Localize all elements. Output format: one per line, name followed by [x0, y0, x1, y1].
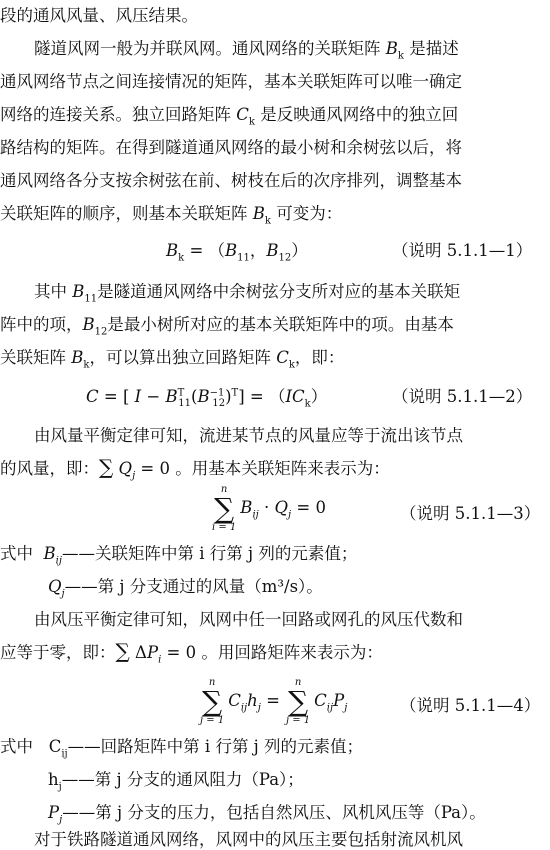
text-line: 关联矩阵 $B_k$，可以算出独立回路矩阵 $C_k$，即：	[0, 348, 345, 371]
text-line: 网络的连接关系。独立回路矩阵 $C_k$ 是反映通风网络中的独立回	[0, 105, 459, 128]
text-line: 的风量，即：∑ $Q_j = 0$ 。用基本关联矩阵来表示为：	[0, 455, 390, 482]
definition: 式中 $C_{ij}——$回路矩阵中第 i 行第 j 列的元素值；	[0, 737, 364, 760]
definition: $h_j——$第 j 分支的通风阻力（Pa）；	[48, 770, 304, 793]
equation-1: $B_k = (B_{11}$，$B_{12}$）	[166, 241, 308, 264]
text-line: 应等于零，即：∑ $\Delta P_i = 0$ 。用回路矩阵来表示为：	[0, 639, 383, 666]
text-line: 由风量平衡定律可知，流进某节点的风量应等于流出该节点	[34, 426, 463, 445]
text-line: 关联矩阵的顺序，则基本关联矩阵 $B_k$ 可变为：	[0, 204, 343, 227]
equation-3: n ∑ i = 1 $B_{ij} \cdot Q_j = 0$	[212, 484, 326, 533]
text-line: 段的通风风量、风压结果。	[0, 6, 198, 25]
equation-tag: （说明 5.1.1—2）	[392, 387, 533, 406]
equation-tag: （说明 5.1.1—1）	[392, 241, 533, 260]
text-line: 阵中的项，$B_{12}$是最小树所对应的基本关联矩阵中的项。由基本	[0, 315, 454, 338]
text-line: 对于铁路隧道通风网络，风网中的风压主要包括射流风机风	[34, 830, 463, 849]
definition: $P_j——$第 j 分支的压力，包括自然风压、风机风压等（Pa）。	[48, 803, 486, 826]
equation-2: C = [ $I - B^T_{11}(B^{-1}_{12})^T] = (IC_k)$	[86, 387, 328, 410]
equation-tag: （说明 5.1.1—3）	[400, 504, 541, 523]
equation-4: n ∑ j = 1 $C_{ij}h_j$ = n ∑ j = 1 $C_{ij}P_j$	[200, 677, 348, 726]
text-line: 由风压平衡定律可知，风网中任一回路或网孔的风压代数和	[34, 610, 463, 629]
text-line: 其中 $B_{11}$是隧道通风网络中余树弦分支所对应的基本关联矩	[34, 282, 461, 305]
text-line: 路结构的矩阵。在得到隧道通风网络的最小树和余树弦以后，将	[0, 138, 462, 157]
definition: $Q_j——$第 j 分支通过的风量（m³/s）。	[48, 577, 323, 600]
text-line: 隧道风网一般为并联风网。通风网络的关联矩阵 $B_k$ 是描述	[34, 39, 459, 62]
definition: 式中 $B_{ij}——$关联矩阵中第 i 行第 j 列的元素值；	[0, 544, 358, 567]
text-line: 通风网络各分支按余树弦在前、树枝在后的次序排列，调整基本	[0, 171, 462, 190]
text-line: 通风网络节点之间连接情况的矩阵，基本关联矩阵可以唯一确定	[0, 72, 462, 91]
equation-tag: （说明 5.1.1—4）	[400, 696, 541, 715]
